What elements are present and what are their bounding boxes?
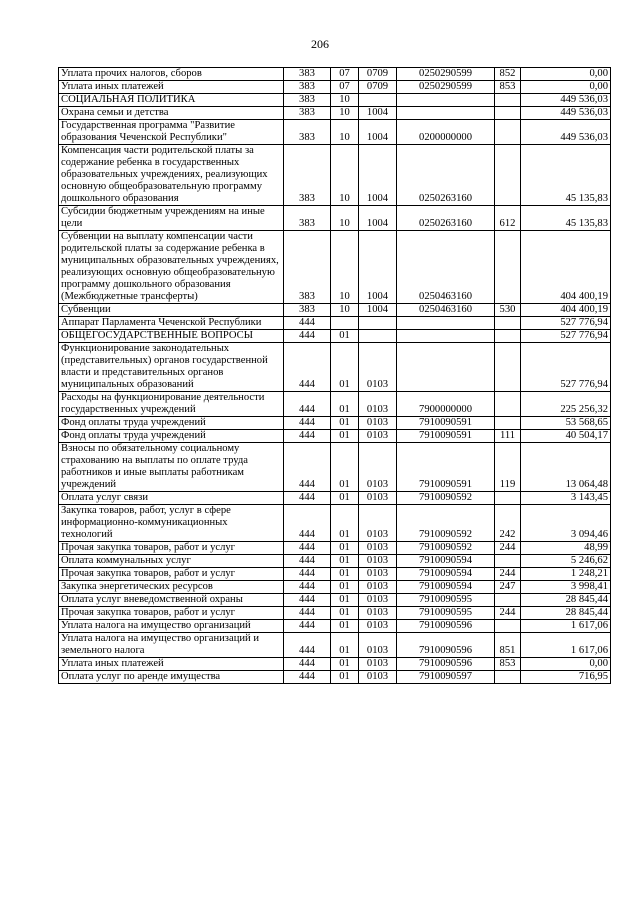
expense-type-cell: 852 [495, 68, 521, 81]
budget-table-body [59, 68, 611, 684]
section-code-cell: 01 [331, 555, 359, 568]
grbs-code-cell: 383 [284, 94, 331, 107]
target-article-cell: 0200000000 [397, 120, 495, 145]
table-row [59, 120, 611, 145]
section-code-cell: 01 [331, 417, 359, 430]
subsection-code-cell [359, 94, 397, 107]
table-row [59, 542, 611, 555]
section-code-cell: 10 [331, 120, 359, 145]
subsection-code-cell: 1004 [359, 231, 397, 304]
target-article-cell: 7900000000 [397, 392, 495, 417]
grbs-code-cell: 444 [284, 671, 331, 684]
subsection-code-cell: 0103 [359, 620, 397, 633]
target-article-cell: 0250290599 [397, 81, 495, 94]
target-article-cell [397, 343, 495, 392]
expense-name-cell: Уплата прочих налогов, сборов [59, 68, 284, 81]
table-row [59, 594, 611, 607]
subsection-code-cell: 0103 [359, 430, 397, 443]
table-row [59, 443, 611, 492]
section-code-cell: 10 [331, 94, 359, 107]
expense-type-cell: 851 [495, 633, 521, 658]
amount-cell: 28 845,44 [521, 607, 611, 620]
expense-name-cell: СОЦИАЛЬНАЯ ПОЛИТИКА [59, 94, 284, 107]
expense-name-cell: Фонд оплаты труда учреждений [59, 430, 284, 443]
target-article-cell: 0250463160 [397, 304, 495, 317]
amount-cell: 449 536,03 [521, 94, 611, 107]
target-article-cell: 7910090592 [397, 542, 495, 555]
grbs-code-cell: 444 [284, 430, 331, 443]
expense-name-cell: Прочая закупка товаров, работ и услуг [59, 607, 284, 620]
grbs-code-cell: 383 [284, 206, 331, 231]
expense-type-cell: 853 [495, 658, 521, 671]
target-article-cell: 0250263160 [397, 206, 495, 231]
expense-name-cell: Функционирование законодательных (представительных) органов государственной власти и представительных органов муниципальных образований [59, 343, 284, 392]
amount-cell: 0,00 [521, 81, 611, 94]
amount-cell: 527 776,94 [521, 317, 611, 330]
expense-type-cell: 244 [495, 568, 521, 581]
subsection-code-cell: 0103 [359, 594, 397, 607]
table-row [59, 317, 611, 330]
amount-cell: 5 246,62 [521, 555, 611, 568]
amount-cell: 0,00 [521, 658, 611, 671]
expense-type-cell [495, 145, 521, 206]
expense-type-cell: 244 [495, 607, 521, 620]
subsection-code-cell: 0103 [359, 542, 397, 555]
grbs-code-cell: 383 [284, 120, 331, 145]
amount-cell: 527 776,94 [521, 343, 611, 392]
subsection-code-cell: 0103 [359, 568, 397, 581]
amount-cell: 716,95 [521, 671, 611, 684]
grbs-code-cell: 444 [284, 392, 331, 417]
section-code-cell: 01 [331, 671, 359, 684]
section-code-cell: 01 [331, 430, 359, 443]
section-code-cell: 01 [331, 542, 359, 555]
section-code-cell: 01 [331, 607, 359, 620]
expense-type-cell [495, 107, 521, 120]
expense-type-cell [495, 671, 521, 684]
grbs-code-cell: 444 [284, 658, 331, 671]
section-code-cell: 10 [331, 231, 359, 304]
amount-cell: 1 617,06 [521, 633, 611, 658]
grbs-code-cell: 383 [284, 231, 331, 304]
amount-cell: 45 135,83 [521, 145, 611, 206]
grbs-code-cell: 444 [284, 443, 331, 492]
section-code-cell: 10 [331, 145, 359, 206]
subsection-code-cell: 1004 [359, 107, 397, 120]
expense-name-cell: Компенсация части родительской платы за содержание ребенка в государственных образовательных учреждениях, реализующих основную общеобразовательную программу дошкольного образования [59, 145, 284, 206]
subsection-code-cell: 0103 [359, 492, 397, 505]
expense-type-cell: 853 [495, 81, 521, 94]
section-code-cell: 07 [331, 81, 359, 94]
expense-type-cell: 111 [495, 430, 521, 443]
subsection-code-cell: 1004 [359, 120, 397, 145]
expense-name-cell: Уплата налога на имущество организаций [59, 620, 284, 633]
table-row [59, 658, 611, 671]
table-row [59, 555, 611, 568]
table-row [59, 330, 611, 343]
expense-name-cell: ОБЩЕГОСУДАРСТВЕННЫЕ ВОПРОСЫ [59, 330, 284, 343]
target-article-cell: 7910090594 [397, 581, 495, 594]
subsection-code-cell: 0709 [359, 81, 397, 94]
section-code-cell: 10 [331, 206, 359, 231]
expense-type-cell [495, 417, 521, 430]
expense-name-cell: Оплата услуг связи [59, 492, 284, 505]
expense-name-cell: Уплата налога на имущество организаций и земельного налога [59, 633, 284, 658]
table-row [59, 343, 611, 392]
expense-type-cell [495, 94, 521, 107]
target-article-cell: 7910090592 [397, 492, 495, 505]
section-code-cell: 01 [331, 633, 359, 658]
expense-type-cell [495, 317, 521, 330]
table-row [59, 620, 611, 633]
expense-type-cell [495, 392, 521, 417]
grbs-code-cell: 383 [284, 68, 331, 81]
expense-type-cell: 612 [495, 206, 521, 231]
amount-cell: 3 143,45 [521, 492, 611, 505]
grbs-code-cell: 444 [284, 542, 331, 555]
table-row [59, 568, 611, 581]
subsection-code-cell: 0103 [359, 671, 397, 684]
expense-name-cell: Прочая закупка товаров, работ и услуг [59, 542, 284, 555]
amount-cell: 3 998,41 [521, 581, 611, 594]
grbs-code-cell: 444 [284, 581, 331, 594]
table-row [59, 304, 611, 317]
subsection-code-cell: 0103 [359, 607, 397, 620]
subsection-code-cell: 0103 [359, 417, 397, 430]
grbs-code-cell: 383 [284, 107, 331, 120]
expense-name-cell: Аппарат Парламента Чеченской Республики [59, 317, 284, 330]
section-code-cell: 10 [331, 107, 359, 120]
expense-type-cell: 119 [495, 443, 521, 492]
amount-cell: 13 064,48 [521, 443, 611, 492]
grbs-code-cell: 444 [284, 568, 331, 581]
grbs-code-cell: 444 [284, 505, 331, 542]
subsection-code-cell: 0103 [359, 392, 397, 417]
budget-table [58, 67, 611, 684]
subsection-code-cell: 1004 [359, 304, 397, 317]
amount-cell: 449 536,03 [521, 107, 611, 120]
table-row [59, 206, 611, 231]
subsection-code-cell [359, 330, 397, 343]
table-row [59, 633, 611, 658]
table-row [59, 231, 611, 304]
subsection-code-cell [359, 317, 397, 330]
expense-name-cell: Прочая закупка товаров, работ и услуг [59, 568, 284, 581]
target-article-cell: 7910090592 [397, 505, 495, 542]
subsection-code-cell: 0103 [359, 443, 397, 492]
expense-type-cell: 244 [495, 542, 521, 555]
expense-name-cell: Государственная программа "Развитие образования Чеченской Республики" [59, 120, 284, 145]
expense-name-cell: Субсидии бюджетным учреждениям на иные цели [59, 206, 284, 231]
amount-cell: 48,99 [521, 542, 611, 555]
expense-name-cell: Уплата иных платежей [59, 658, 284, 671]
subsection-code-cell: 0103 [359, 633, 397, 658]
target-article-cell: 7910090591 [397, 443, 495, 492]
target-article-cell: 7910090595 [397, 607, 495, 620]
target-article-cell: 7910090591 [397, 430, 495, 443]
table-row [59, 392, 611, 417]
target-article-cell [397, 317, 495, 330]
grbs-code-cell: 444 [284, 330, 331, 343]
table-row [59, 430, 611, 443]
amount-cell: 3 094,46 [521, 505, 611, 542]
subsection-code-cell: 0103 [359, 581, 397, 594]
amount-cell: 53 568,65 [521, 417, 611, 430]
target-article-cell [397, 94, 495, 107]
amount-cell: 404 400,19 [521, 304, 611, 317]
amount-cell: 1 617,06 [521, 620, 611, 633]
expense-name-cell: Субвенции [59, 304, 284, 317]
target-article-cell: 7910090597 [397, 671, 495, 684]
section-code-cell: 01 [331, 392, 359, 417]
section-code-cell: 01 [331, 594, 359, 607]
expense-type-cell [495, 555, 521, 568]
expense-name-cell: Закупка товаров, работ, услуг в сфере информационно-коммуникационных технологий [59, 505, 284, 542]
target-article-cell: 0250263160 [397, 145, 495, 206]
table-row [59, 94, 611, 107]
expense-type-cell [495, 231, 521, 304]
expense-type-cell [495, 492, 521, 505]
section-code-cell: 01 [331, 620, 359, 633]
target-article-cell [397, 107, 495, 120]
amount-cell: 527 776,94 [521, 330, 611, 343]
section-code-cell: 01 [331, 505, 359, 542]
expense-type-cell: 247 [495, 581, 521, 594]
expense-name-cell: Субвенции на выплату компенсации части родительской платы за содержание ребенка в муниципальных образовательных учреждениях, реализующих основную общеобразовательную программу дошкольного образования (Межбюджетные трансферты) [59, 231, 284, 304]
expense-name-cell: Уплата иных платежей [59, 81, 284, 94]
section-code-cell: 01 [331, 330, 359, 343]
section-code-cell [331, 317, 359, 330]
section-code-cell: 01 [331, 658, 359, 671]
target-article-cell: 7910090596 [397, 633, 495, 658]
subsection-code-cell: 0103 [359, 555, 397, 568]
grbs-code-cell: 444 [284, 492, 331, 505]
grbs-code-cell: 383 [284, 304, 331, 317]
target-article-cell: 7910090595 [397, 594, 495, 607]
target-article-cell: 7910090596 [397, 620, 495, 633]
subsection-code-cell: 1004 [359, 145, 397, 206]
amount-cell: 0,00 [521, 68, 611, 81]
expense-type-cell [495, 120, 521, 145]
target-article-cell: 7910090594 [397, 568, 495, 581]
grbs-code-cell: 444 [284, 555, 331, 568]
amount-cell: 225 256,32 [521, 392, 611, 417]
section-code-cell: 01 [331, 343, 359, 392]
target-article-cell: 7910090596 [397, 658, 495, 671]
grbs-code-cell: 444 [284, 620, 331, 633]
amount-cell: 1 248,21 [521, 568, 611, 581]
table-row [59, 81, 611, 94]
expense-type-cell [495, 330, 521, 343]
amount-cell: 40 504,17 [521, 430, 611, 443]
amount-cell: 449 536,03 [521, 120, 611, 145]
amount-cell: 45 135,83 [521, 206, 611, 231]
expense-type-cell: 242 [495, 505, 521, 542]
target-article-cell [397, 330, 495, 343]
table-row [59, 505, 611, 542]
page-number: 206 [311, 37, 329, 51]
grbs-code-cell: 444 [284, 594, 331, 607]
grbs-code-cell: 444 [284, 633, 331, 658]
section-code-cell: 07 [331, 68, 359, 81]
table-row [59, 671, 611, 684]
section-code-cell: 01 [331, 443, 359, 492]
subsection-code-cell: 0103 [359, 343, 397, 392]
expense-name-cell: Фонд оплаты труда учреждений [59, 417, 284, 430]
table-row [59, 107, 611, 120]
section-code-cell: 01 [331, 581, 359, 594]
expense-name-cell: Оплата коммунальных услуг [59, 555, 284, 568]
grbs-code-cell: 444 [284, 343, 331, 392]
table-row [59, 68, 611, 81]
expense-type-cell [495, 620, 521, 633]
expense-name-cell: Оплата услуг вневедомственной охраны [59, 594, 284, 607]
amount-cell: 404 400,19 [521, 231, 611, 304]
table-row [59, 492, 611, 505]
target-article-cell: 7910090594 [397, 555, 495, 568]
expense-type-cell: 530 [495, 304, 521, 317]
table-row [59, 607, 611, 620]
expense-type-cell [495, 594, 521, 607]
subsection-code-cell: 1004 [359, 206, 397, 231]
target-article-cell: 0250290599 [397, 68, 495, 81]
grbs-code-cell: 444 [284, 607, 331, 620]
amount-cell: 28 845,44 [521, 594, 611, 607]
target-article-cell: 7910090591 [397, 417, 495, 430]
expense-name-cell: Оплата услуг по аренде имущества [59, 671, 284, 684]
expense-name-cell: Охрана семьи и детства [59, 107, 284, 120]
subsection-code-cell: 0709 [359, 68, 397, 81]
section-code-cell: 01 [331, 492, 359, 505]
subsection-code-cell: 0103 [359, 658, 397, 671]
expense-name-cell: Взносы по обязательному социальному страхованию на выплаты по оплате труда работников и иные выплаты работникам учреждений [59, 443, 284, 492]
grbs-code-cell: 444 [284, 417, 331, 430]
expense-name-cell: Расходы на функционирование деятельности государственных учреждений [59, 392, 284, 417]
table-row [59, 581, 611, 594]
table-row [59, 145, 611, 206]
section-code-cell: 01 [331, 568, 359, 581]
expense-type-cell [495, 343, 521, 392]
target-article-cell: 0250463160 [397, 231, 495, 304]
expense-name-cell: Закупка энергетических ресурсов [59, 581, 284, 594]
subsection-code-cell: 0103 [359, 505, 397, 542]
grbs-code-cell: 444 [284, 317, 331, 330]
table-row [59, 417, 611, 430]
section-code-cell: 10 [331, 304, 359, 317]
grbs-code-cell: 383 [284, 81, 331, 94]
grbs-code-cell: 383 [284, 145, 331, 206]
